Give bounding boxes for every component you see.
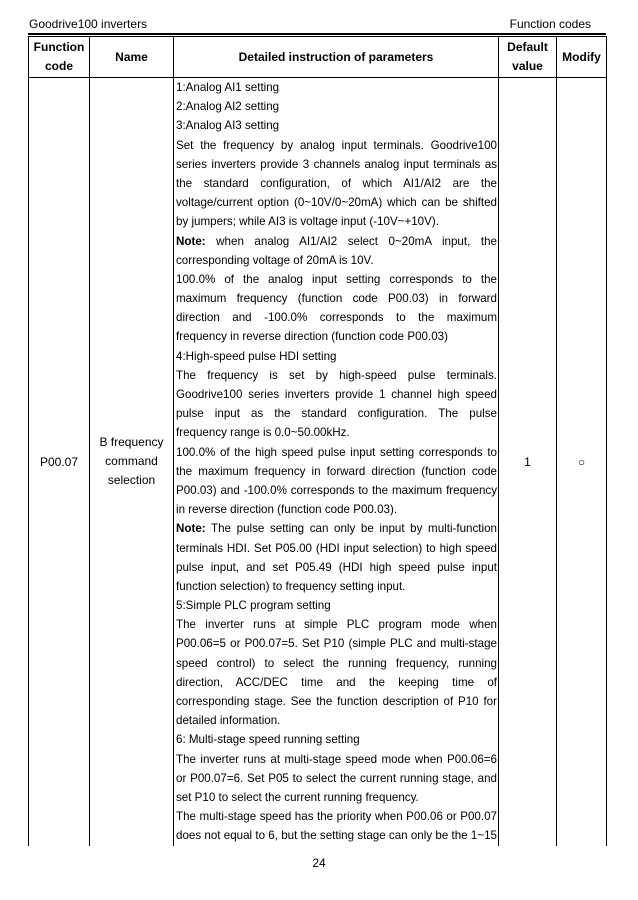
detail-line: 6: Multi-stage speed running setting <box>176 733 360 747</box>
detail-line: direction and -100.0% corresponds to the maximum <box>176 311 497 325</box>
detail-line <box>176 519 497 538</box>
detail-line: set P10 to select the current running frequency. <box>176 790 419 804</box>
col-header-default-value <box>499 37 557 78</box>
col-header-name: Name <box>90 37 174 78</box>
detail-line: The inverter runs at multi-stage speed mode when P00.06=6 <box>176 752 497 766</box>
detail-line: frequency range is 0.0~50.00kHz. <box>176 426 350 440</box>
col-header-detail: Detailed instruction of parameters <box>174 37 499 78</box>
table-row <box>29 78 607 846</box>
detail-line: series inverters provide 3 channels analog input terminals as <box>176 157 497 171</box>
parameter-table <box>28 36 607 846</box>
detail-line: P00.06=5 or P00.07=5. Set P10 (simple PLC and multi-stage <box>176 637 497 651</box>
detail-line: or P00.07=6. Set P05 to select the current running stage, and <box>176 771 497 785</box>
detail-line: in reverse direction (function code P00.03). <box>176 503 398 517</box>
col-header-function-code-line-1: Function <box>33 40 85 54</box>
detail-line-text: The pulse setting can only be input by multi-function <box>205 522 497 536</box>
detail-line: direction, ACC/DEC time and the keeping time of <box>176 675 497 689</box>
detail-line: the standard configuration, of which AI1/AI2 are the <box>176 176 497 190</box>
detail-line: corresponding stage. See the function description of P10 for <box>176 695 497 708</box>
detail-line <box>176 232 497 251</box>
page-number: 24 <box>312 856 326 870</box>
detail-line: Goodrive100 series inverters provide 1 channel high speed <box>176 388 497 401</box>
detail-line: P00.03) and -100.0% corresponds to the maximum frequency <box>176 483 497 497</box>
detail-line: pulse input as the standard configuration. The pulse <box>176 407 497 421</box>
detail-line: The frequency is set by high-speed pulse terminals. <box>176 368 497 382</box>
detail-line: does not equal to 6, but the setting stage can only be the 1~15 <box>176 829 497 843</box>
note-label: Note: <box>176 234 206 248</box>
detail-line: Set the frequency by analog input terminals. Goodrive100 <box>176 138 497 152</box>
header-rule <box>28 33 606 35</box>
col-header-default-line-1: Default <box>507 40 548 54</box>
detail-line: 5:Simple PLC program setting <box>176 599 331 613</box>
detail-line: 100.0% of the high speed pulse input setting corresponds to <box>176 445 497 459</box>
col-header-function-code-line-2: code <box>44 59 73 73</box>
detail-line: frequency in reverse direction (function code P00.03) <box>176 330 448 344</box>
detail-line: maximum frequency (function code P00.03) in forward <box>176 292 497 306</box>
detail-line: terminals HDI. Set P05.00 (HDI input selection) to high speed <box>176 541 497 555</box>
detail-line: 100.0% of the analog input setting corresponds to the <box>176 272 497 286</box>
parameter-name-cell <box>90 78 174 846</box>
detail-line: The inverter runs at simple PLC program mode when <box>176 618 497 632</box>
running-header-title: Goodrive100 inverters <box>29 17 148 31</box>
detail-line: corresponding voltage of 20mA is 10V. <box>176 253 374 267</box>
parameter-name-line-1: B frequency <box>99 435 164 450</box>
parameter-name-line-2: command <box>105 454 158 469</box>
running-header-section: Function codes <box>509 17 591 31</box>
detail-line: The multi-stage speed has the priority when P00.06 or P00.07 <box>176 810 497 824</box>
detail-line: by jumpers; while AI3 is voltage input (-10V~+10V). <box>176 215 439 229</box>
detail-line: the maximum frequency in forward direction (function code <box>176 464 497 478</box>
parameter-name-line-3: selection <box>107 473 156 488</box>
col-header-modify: Modify <box>557 37 607 78</box>
detail-line: speed control) to select the running frequency, running <box>176 656 497 670</box>
detail-line: 4:High-speed pulse HDI setting <box>176 349 337 363</box>
detail-line: 2:Analog AI2 setting <box>176 100 280 114</box>
detail-line: pulse input, and set P05.49 (HDI high speed pulse input <box>176 560 497 574</box>
detail-line: function selection) to frequency setting input. <box>176 579 406 593</box>
table-header-row <box>29 37 607 78</box>
detail-line: 1:Analog AI1 setting <box>176 81 280 94</box>
detail-line: detailed information. <box>176 714 281 728</box>
modify-circle-icon: ○ <box>577 454 586 469</box>
function-code-cell: P00.07 <box>29 78 90 846</box>
detail-line: 3:Analog AI3 setting <box>176 119 280 133</box>
detail-line-text: when analog AI1/AI2 select 0~20mA input, the <box>205 234 497 248</box>
modify-cell <box>557 78 607 846</box>
col-header-function-code <box>29 37 90 78</box>
default-value-cell: 1 <box>499 78 557 846</box>
col-header-default-line-2: value <box>512 59 543 73</box>
note-label: Note: <box>176 522 206 536</box>
detail-instruction-cell <box>174 78 499 846</box>
detail-line: voltage/current option (0~10V/0~20mA) which can be shifted <box>176 196 497 210</box>
